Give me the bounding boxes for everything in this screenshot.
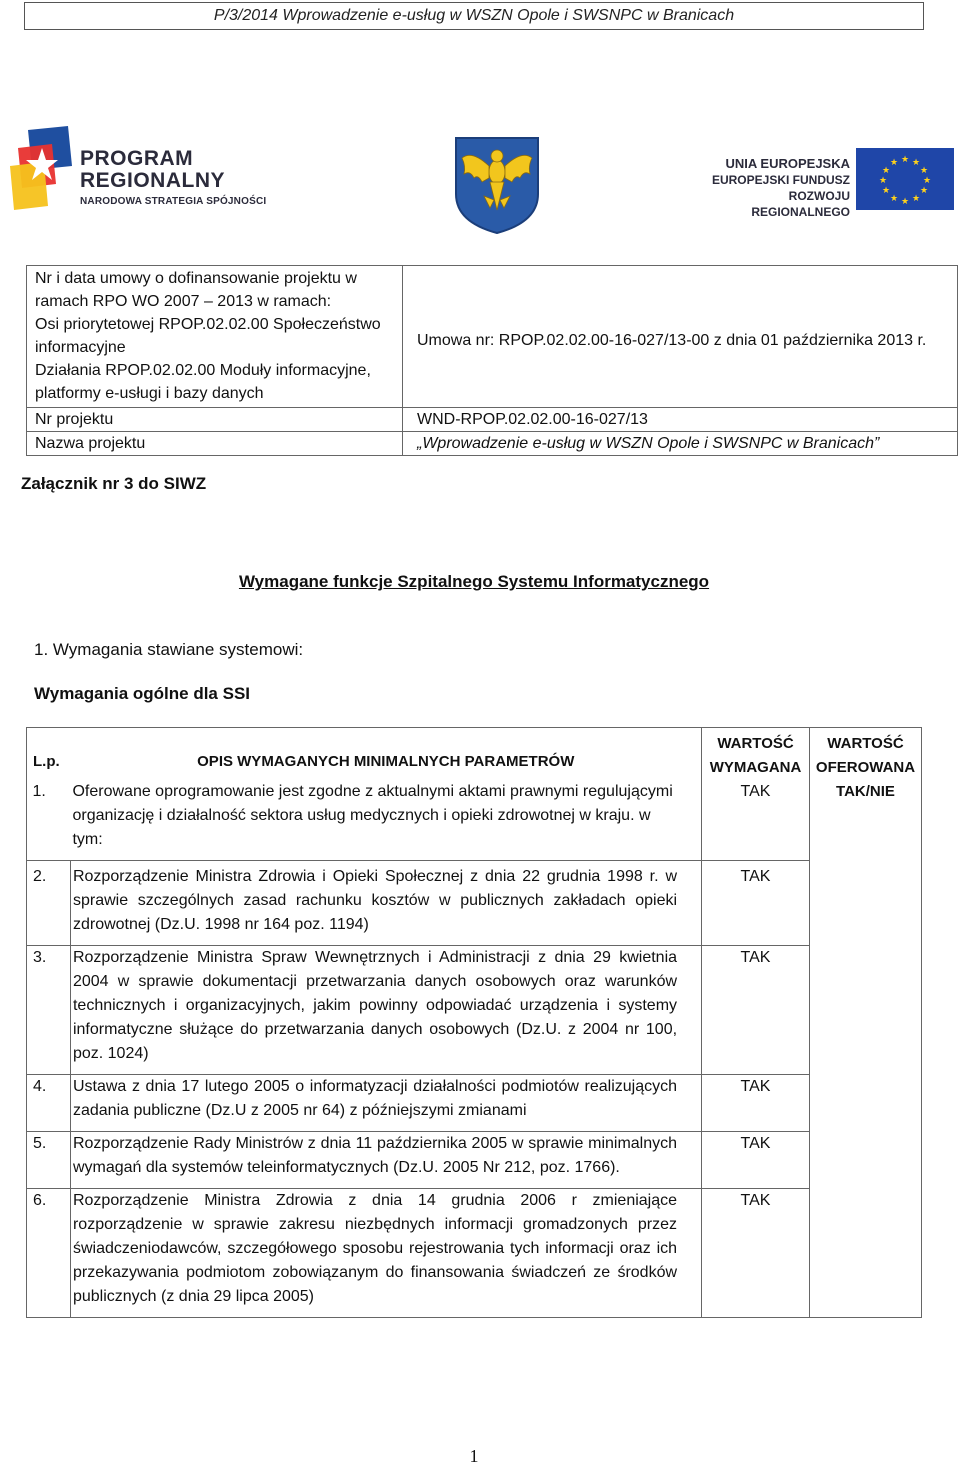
table-row xyxy=(27,1132,922,1189)
row-required-value: TAK xyxy=(702,1189,810,1318)
program-logo-line3: NARODOWA STRATEGIA SPÓJNOŚCI xyxy=(80,196,267,207)
svg-text:★: ★ xyxy=(922,176,932,186)
table-row xyxy=(27,946,922,1075)
header-required-value-line: WARTOŚĆ xyxy=(717,735,794,752)
program-logo-line2: REGIONALNY xyxy=(80,169,226,192)
project-number-value: WND-RPOP.02.02.00-16-027/13 xyxy=(403,408,958,432)
header-lp: L.p. xyxy=(27,728,71,861)
table-row xyxy=(27,861,922,946)
row-number: 5. xyxy=(27,1132,71,1189)
row-number: 6. xyxy=(27,1189,71,1318)
contract-label xyxy=(27,266,403,408)
row-required-value: TAK xyxy=(702,1132,810,1189)
eu-logo-line3: ROZWOJU REGIONALNEGO xyxy=(751,189,850,219)
project-number-label: Nr projektu xyxy=(27,408,403,432)
page-number: 1 xyxy=(469,1446,479,1466)
table-row xyxy=(27,1075,922,1132)
project-name-label: Nazwa projektu xyxy=(27,432,403,456)
svg-text:★: ★ xyxy=(889,194,899,204)
attachment-label: Załącznik nr 3 do SIWZ xyxy=(21,474,207,493)
table-row xyxy=(27,780,922,861)
section-heading: 1. Wymagania stawiane systemowi: xyxy=(34,640,304,659)
requirements-table xyxy=(26,727,922,1318)
svg-text:★: ★ xyxy=(900,155,910,165)
svg-text:★: ★ xyxy=(919,166,929,176)
document-header: P/3/2014 Wprowadzenie e-usług w WSZN Opole i SWSNPC w Branicach xyxy=(24,2,924,30)
contract-label-line: Nr i data umowy o dofinansowanie projektu w xyxy=(35,270,357,287)
header-required-value xyxy=(702,728,810,781)
row-number: 4. xyxy=(27,1075,71,1132)
row-required-value: TAK xyxy=(702,780,810,861)
project-number-row xyxy=(27,408,958,432)
row-text: Oferowane oprogramowanie jest zgodne z aktualnymi aktami prawnymi regulującymi organizację i działalność sektora usług medycznych i opieki zdrowotnej w kraju. w tym: xyxy=(72,783,673,848)
svg-text:★: ★ xyxy=(878,176,888,186)
svg-text:★: ★ xyxy=(881,186,891,196)
contract-value: Umowa nr: RPOP.02.02.00-16-027/13-00 z dnia 01 października 2013 r. xyxy=(403,266,958,408)
eu-logo xyxy=(688,148,956,219)
header-description: OPIS WYMAGANYCH MINIMALNYCH PARAMETRÓW xyxy=(70,728,701,781)
row-number: 3. xyxy=(27,946,71,1075)
program-regionalny-logo xyxy=(8,126,278,216)
program-logo-line1: PROGRAM xyxy=(80,147,194,170)
contract-label-line: platformy e-usługi i bazy danych xyxy=(35,385,264,402)
row-number: 2. xyxy=(27,861,71,946)
table-header-row xyxy=(27,728,922,781)
row-required-value: TAK xyxy=(702,1075,810,1132)
header-required-value-line: WYMAGANA xyxy=(709,759,802,776)
opole-eagle-crest-icon xyxy=(454,136,540,234)
svg-text:★: ★ xyxy=(881,166,891,176)
program-regionalny-star-icon xyxy=(8,126,78,216)
contract-label-line: ramach RPO WO 2007 – 2013 w ramach: xyxy=(35,293,332,310)
header-offered-value-line: OFEROWANA xyxy=(815,759,916,776)
row-text: Rozporządzenie Ministra Zdrowia z dnia 14 grudnia 2006 r zmieniające rozporządzenie w sprawie zakresu niezbędnych informacji gromadzonych przez świadczeniodawców, szczegółowego sposobu rejestrowania tych informacji oraz ich przekazywania podmiotom zobowiązanym do finansowania świadczeń ze środków publicznych (z dnia 29 lipca 2005) xyxy=(70,1189,701,1318)
svg-text:★: ★ xyxy=(911,194,921,204)
table-row xyxy=(27,1189,922,1318)
row-text: Ustawa z dnia 17 lutego 2005 o informatyzacji działalności podmiotów realizujących zadania publiczne (Dz.U z 2005 nr 64) z późniejszymi zmianami xyxy=(70,1075,701,1132)
header-offered-value-line: WARTOŚĆ xyxy=(827,735,904,752)
project-name-row xyxy=(27,432,958,456)
row-number: 1. xyxy=(32,783,46,800)
svg-text:★: ★ xyxy=(889,158,899,168)
eu-logo-line2: EUROPEJSKI FUNDUSZ xyxy=(711,173,850,187)
eu-logo-line1: UNIA EUROPEJSKA xyxy=(725,156,850,171)
row-text: Rozporządzenie Ministra Spraw Wewnętrznych i Administracji z dnia 29 kwietnia 2004 w sprawie dokumentacji przetwarzania danych osobowych oraz warunków technicznych i organizacyjnych, jakim powinny odpowiadać urządzenia i systemy informatyczne służące do przetwarzania danych osobowych (Dz.U. z 2004 nr 100, poz. 1024) xyxy=(70,946,701,1075)
row-text: Rozporządzenie Ministra Zdrowia i Opieki Społecznej z dnia 22 grudnia 1998 r. w sprawie szczególnych zasad rachunku kosztów w publicznych zakładach opieki zdrowotnej (Dz.U. 1998 nr 164 poz. 1194) xyxy=(70,861,701,946)
contract-label-line: Osi priorytetowej RPOP.02.02.00 Społeczeństwo xyxy=(35,316,381,333)
row-text: Rozporządzenie Rady Ministrów z dnia 11 października 2005 w sprawie minimalnych wymagań dla systemów teleinformatycznych (Dz.U. 2005 Nr 212, poz. 1766). xyxy=(70,1132,701,1189)
row-required-value: TAK xyxy=(702,946,810,1075)
contract-label-line: Działania RPOP.02.02.00 Moduły informacyjne, xyxy=(35,362,371,379)
contract-row xyxy=(27,266,958,408)
subsection-heading: Wymagania ogólne dla SSI xyxy=(34,684,251,703)
document-title: Wymagane funkcje Szpitalnego Systemu Informatycznego xyxy=(238,572,710,591)
eu-flag-icon xyxy=(856,148,954,210)
svg-text:★: ★ xyxy=(911,158,921,168)
row-required-value: TAK xyxy=(702,861,810,946)
svg-text:★: ★ xyxy=(900,197,910,207)
project-info-table xyxy=(26,265,958,456)
row-description xyxy=(32,780,701,861)
contract-label-line: informacyjne xyxy=(35,339,126,356)
svg-text:★: ★ xyxy=(919,186,929,196)
project-name-value: „Wprowadzenie e-usług w WSZN Opole i SWSNPC w Branicach” xyxy=(403,432,958,456)
header-offered-value-line: TAK/NIE xyxy=(836,783,895,800)
header-offered-value xyxy=(810,728,922,1318)
